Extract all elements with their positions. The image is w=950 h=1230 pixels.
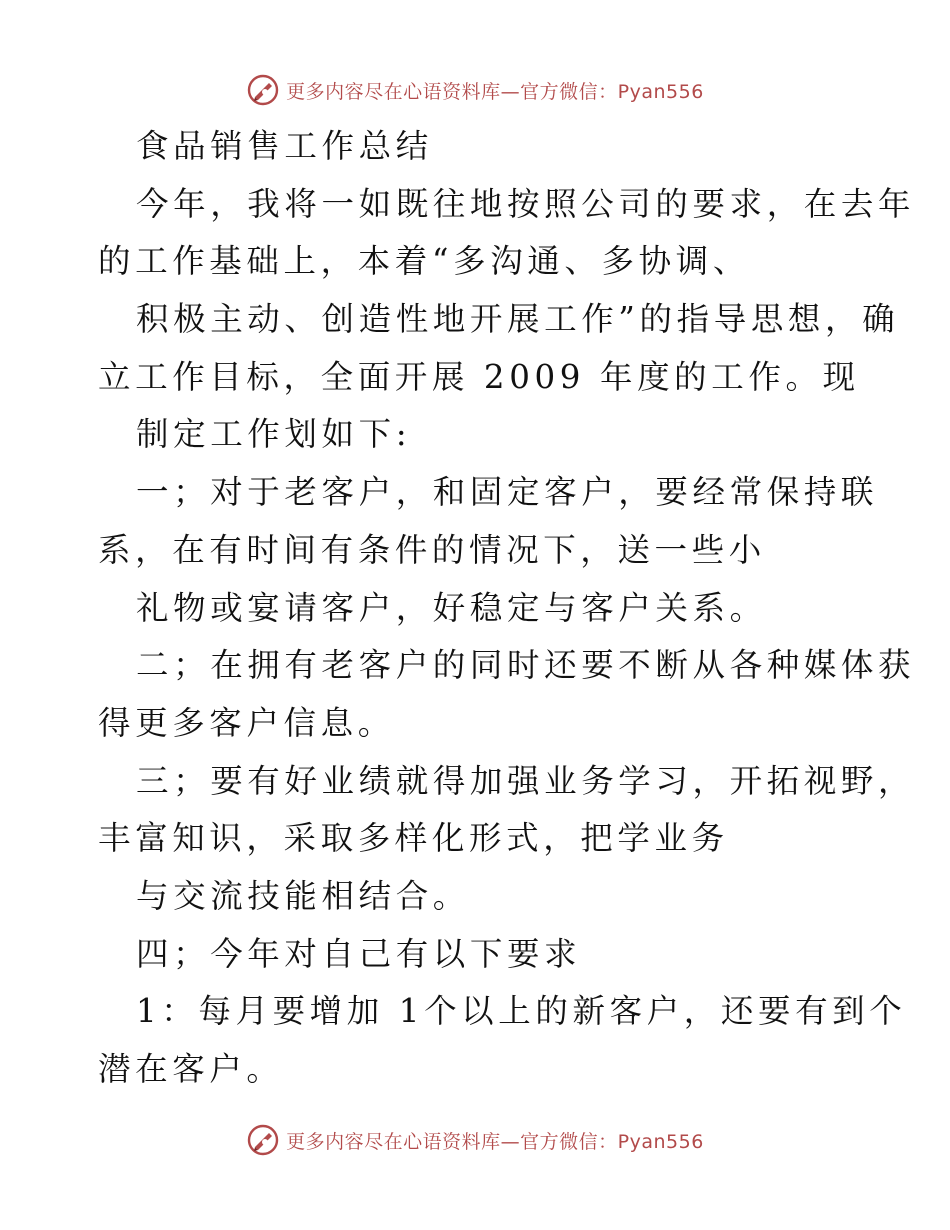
watermark-text: 更多内容尽在心语资料库—官方微信：Pyan556 xyxy=(286,1130,704,1153)
pen-seal-logo-icon xyxy=(246,1123,280,1157)
text-line: 得更多客户信息。 xyxy=(98,703,395,742)
text-line: 制定工作划如下: xyxy=(136,415,412,454)
text-line: 今年，我将一如既往地按照公司的要求，在去年 xyxy=(136,184,916,223)
text-line: 潜在客户。 xyxy=(98,1050,284,1088)
text-line: 礼物或宴请客户，好稳定与客户关系。 xyxy=(136,588,767,627)
watermark-banner-top xyxy=(0,70,950,110)
text-line: 积极主动、创造性地开展工作”的指导思想，确 xyxy=(136,300,900,339)
text-line: 系，在有时间有条件的情况下，送一些小 xyxy=(98,530,766,569)
text-line: 二；在拥有老客户的同时还要不断从各种媒体获 xyxy=(136,646,916,685)
watermark-banner-bottom xyxy=(0,1120,950,1160)
document-body xyxy=(98,118,916,1099)
text-line: 三；要有好业绩就得加强业务学习，开拓视野， xyxy=(136,761,916,800)
text-line: 1：每月要增加 1个以上的新客户，还要有到个 xyxy=(136,992,907,1031)
text-line: 的工作基础上，本着“多沟通、多协调、 xyxy=(98,242,750,281)
text-line: 丰富知识，采取多样化形式，把学业务 xyxy=(98,819,729,858)
pen-seal-logo-icon xyxy=(246,73,280,107)
text-line: 一；对于老客户，和固定客户，要经常保持联 xyxy=(136,473,879,512)
text-line: 立工作目标，全面开展 2009 年度的工作。现 xyxy=(98,357,860,396)
watermark-text: 更多内容尽在心语资料库—官方微信：Pyan556 xyxy=(286,80,704,103)
text-line: 与交流技能相结合。 xyxy=(136,876,470,915)
document-title: 食品销售工作总结 xyxy=(136,127,433,165)
text-line: 四；今年对自己有以下要求 xyxy=(136,934,582,973)
